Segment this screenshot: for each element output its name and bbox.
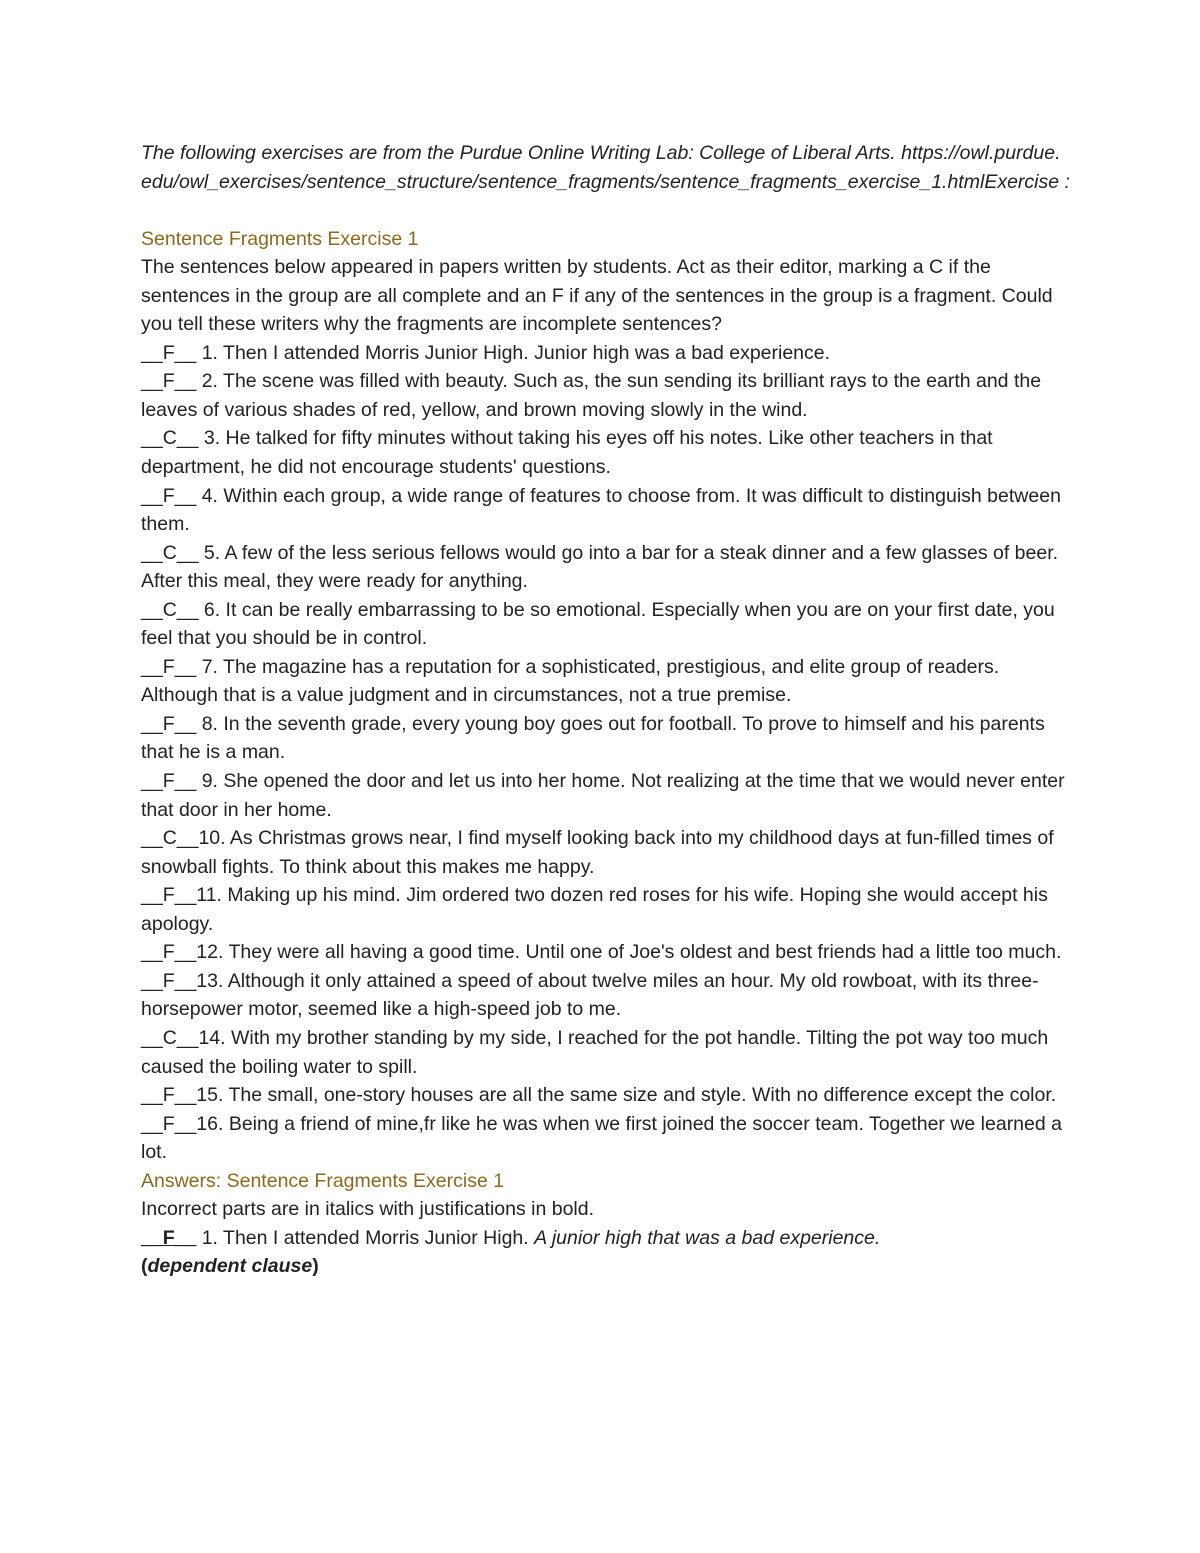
exercise-item: __F__ 1. Then I attended Morris Junior High. Junior high was a bad experience.: [141, 341, 831, 364]
source-note: [141, 139, 1071, 196]
answer-item: [141, 1224, 1071, 1281]
answer-paren-close: ): [312, 1255, 319, 1278]
answer-justification: dependent clause: [147, 1255, 313, 1278]
source-suffix: Exercise :: [984, 170, 1070, 193]
answer-mark: __F__: [141, 1226, 197, 1249]
exercise-items: [141, 339, 1071, 1167]
exercise-item: __C__ 3. He talked for fifty minutes without taking his eyes off his notes. Like other teachers in that department, he did not encourage students' questions.: [141, 427, 993, 479]
exercise-item: __F__13. Although it only attained a speed of about twelve miles an hour. My old rowboat, with its three-horsepower motor, seemed like a high-speed job to me.: [141, 969, 1039, 1021]
exercise-item: __C__ 6. It can be really embarrassing to be so emotional. Especially when you are on your first date, you feel that you should be in control.: [141, 598, 1055, 650]
blank-line: [141, 196, 1071, 225]
exercise-item: __F__ 9. She opened the door and let us into her home. Not realizing at the time that we would never enter that door in her home.: [141, 770, 1065, 821]
document-page: [141, 139, 1071, 1281]
exercise-item: __F__ 7. The magazine has a reputation for a sophisticated, prestigious, and elite group of readers. Although that is a value judgment and in circumstances, not a true premise.: [141, 655, 1000, 707]
answer-text: 1. Then I attended Morris Junior High.: [196, 1226, 535, 1249]
exercise-item: __F__15. The small, one-story houses are all the same size and style. With no difference except the color.: [141, 1084, 1057, 1107]
exercise-item: __F__ 8. In the seventh grade, every young boy goes out for football. To prove to himself and his parents that he is a man.: [141, 712, 1045, 764]
exercise-item: __F__ 4. Within each group, a wide range of features to choose from. It was difficult to distinguish between them.: [141, 484, 1061, 536]
exercise-item: __C__ 5. A few of the less serious fellows would go into a bar for a steak dinner and a few glasses of beer. After this meal, they were ready for anything.: [141, 541, 1059, 593]
exercise-item: __F__ 2. The scene was filled with beauty. Such as, the sun sending its brilliant rays to the earth and the leaves of various shades of red, yellow, and brown moving slowly in the wind.: [141, 370, 1042, 421]
exercise-heading: Sentence Fragments Exercise 1: [141, 227, 419, 250]
answers-heading: Answers: Sentence Fragments Exercise 1: [141, 1169, 505, 1192]
source-line: The following exercises are from the Purdue Online Writing Lab: College of Liberal Arts.: [141, 142, 896, 164]
exercise-item: __F__16. Being a friend of mine,fr like he was when we first joined the soccer team. Together we learned a lot.: [141, 1112, 1062, 1164]
answer-incorrect-part: A junior high that was a bad experience.: [534, 1226, 881, 1249]
exercise-item: __F__11. Making up his mind. Jim ordered two dozen red roses for his wife. Hoping she would accept his apology.: [141, 884, 1048, 935]
exercise-item: __C__10. As Christmas grows near, I find myself looking back into my childhood days at fun-filled times of snowball fights. To think about this makes me happy.: [141, 827, 1054, 878]
answers-note: Incorrect parts are in italics with justifications in bold.: [141, 1198, 595, 1221]
exercise-instructions: The sentences below appeared in papers written by students. Act as their editor, marking a C if the sentences in the group are all complete and an F if any of the sentences in the group is a fragment. Could you tell these writers why the fragments are incomplete sentences?: [141, 256, 1053, 336]
exercise-item: __C__14. With my brother standing by my side, I reached for the pot handle. Tilting the pot way too much caused the boiling water to spill.: [141, 1026, 1049, 1078]
exercise-item: __F__12. They were all having a good time. Until one of Joe's oldest and best friends had a little too much.: [141, 941, 1062, 964]
answer-paren-open: (: [141, 1255, 148, 1278]
source-url[interactable]: https://owl.purdue.edu/owl_exercises/sentence_structure/sentence_fragments/sentence_fragments_exercise_1.html: [141, 142, 1061, 193]
